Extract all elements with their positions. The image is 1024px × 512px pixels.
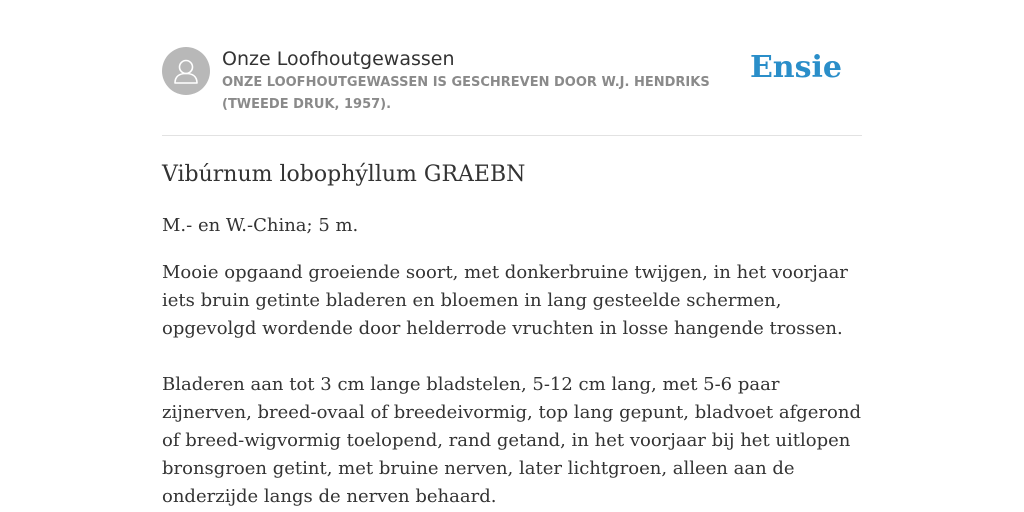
ensie-logo[interactable]: Ensie [749, 50, 842, 85]
source-subtitle: ONZE LOOFHOUTGEWASSEN IS GESCHREVEN DOOR W.J. HENDRIKS (TWEEDE DRUK, 1957). [222, 75, 710, 112]
user-icon [162, 47, 210, 95]
header-divider [162, 135, 862, 136]
entry-title: Vibúrnum lobophýllum GRAEBN [162, 162, 526, 187]
entry-content [162, 158, 862, 511]
avatar[interactable] [162, 47, 210, 95]
entry-paragraph: Mooie opgaand groeiende soort, met donkerbruine twijgen, in het voorjaar iets bruin getinte bladeren en bloemen in lang gesteelde schermen, opgevolgd wordende door helderrode vruchten in losse hangende trossen. [162, 262, 848, 339]
source-title[interactable]: Onze Loofhoutgewassen [222, 48, 455, 70]
entry-paragraph: M.- en W.-China; 5 m. [162, 215, 359, 236]
source-header [162, 47, 862, 135]
entry-paragraph: Bladeren aan tot 3 cm lange bladstelen, 5-12 cm lang, met 5-6 paar zijnerven, breed-ovaal of breedeivormig, top lang gepunt, bladvoet afgerond of breed-wigvormig toelopend, rand getand, in het voorjaar bij het uitlopen bronsgroen getint, met bruine nerven, later lichtgroen, alleen aan de onderzijde langs de nerven behaard. [162, 374, 861, 507]
